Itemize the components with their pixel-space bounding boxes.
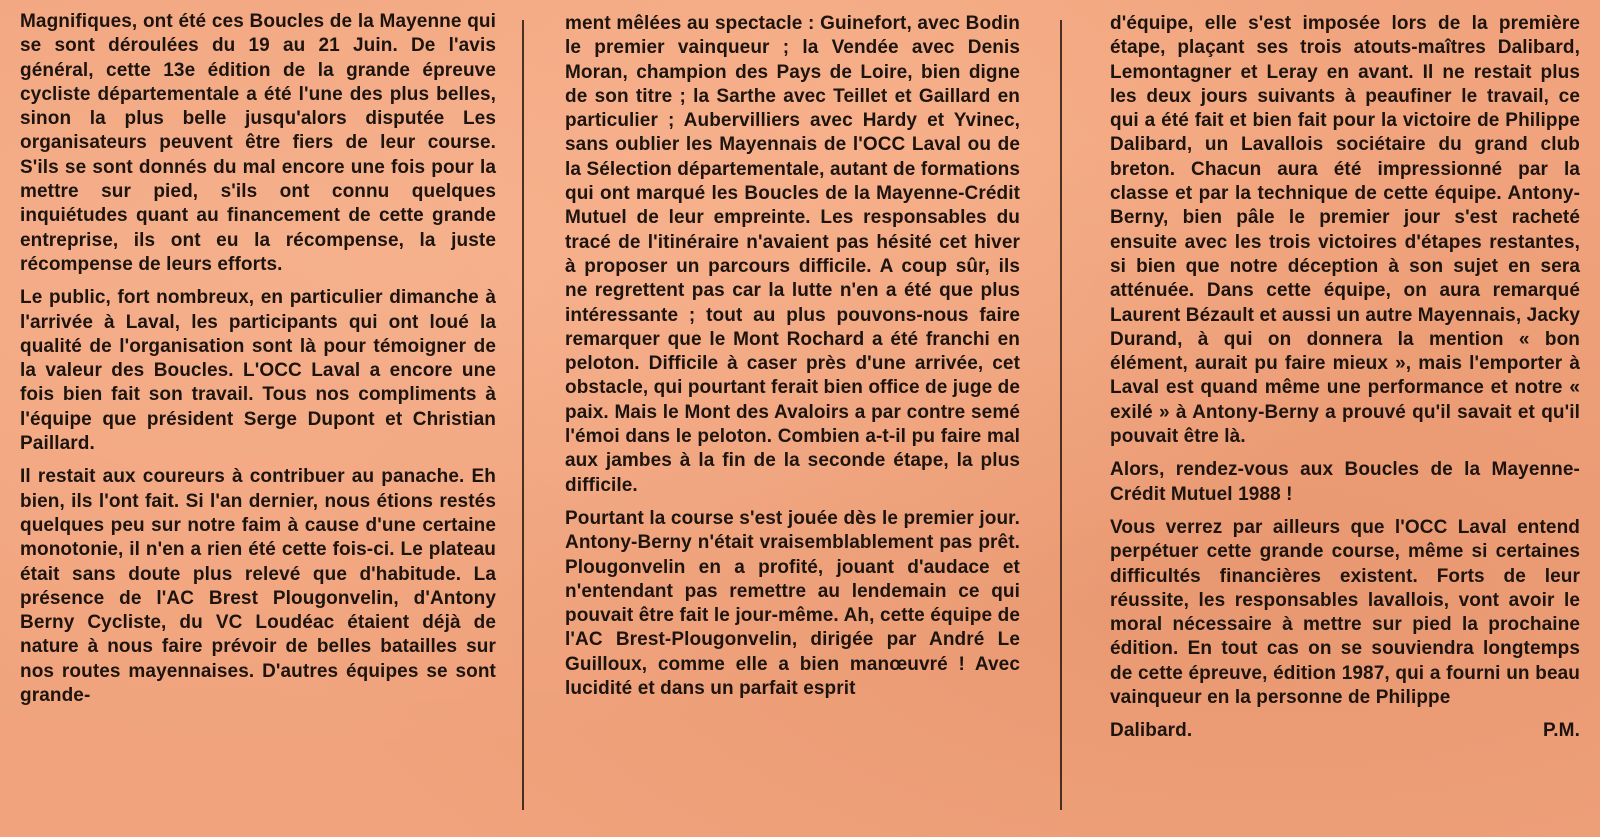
paragraph: ment mêlées au spectacle : Guinefort, avec Bodin le premier vainqueur ; la Vendée avec Denis Moran, champion des Pays de Loire, bien digne de son titre ; la Sarthe avec Teillet et Gaillard en particulier ; Aubervilliers avec Hardy et Yvinec, sans oublier les Mayennais de l'OCC Laval ou de la Sélection départementale, autant de formations qui ont marqué les Boucles de la Mayenne-Crédit Mutuel de leur empreinte. Les responsables du tracé de l'itinéraire n'avaient pas hésité cet hiver à proposer un parcours difficile. A coup sûr, ils ne regrettent pas car la lutte n'en a été que plus intéressante ; tout au plus pouvons-nous faire remarquer que le Mont Rochard a été franchi en peloton. Difficile à caser près d'une arrivée, cet obstacle, qui pourtant ferait bien office de juge de paix. Mais le Mont des Avaloirs a par contre semé l'émoi dans le peloton. Combien a-t-il pu faire mal aux jambes à la fin de la seconde étape, la plus difficile.: [565, 13, 1020, 496]
paragraph: d'équipe, elle s'est imposée lors de la première étape, plaçant ses trois atouts-maîtres Dalibard, Lemontagner et Leray en avant. Il ne restait plus les deux jours suivants à peaufiner le travail, ce qui a été fait et bien fait pour la victoire de Philippe Dalibard, un Lavallois sociétaire du grand club breton. Chacun aura été impressionné par la classe et par la technique de cette équipe. Antony-Berny, bien pâle le premier jour s'est racheté ensuite avec les trois victoires d'étapes restantes, si bien que notre déception à son sujet en sera atténuée. Dans cette équipe, on aura remarqué Laurent Bézault et aussi un autre Mayennais, Jacky Durand, à qui on donnera la mention « bon élément, aurait pu faire mieux », mais l'emporter à Laval est quand même une performance et notre « exilé » à Antony-Berny a prouvé qu'il savait et qu'il pouvait être là.: [1110, 13, 1580, 448]
paragraph: Alors, rendez-vous aux Boucles de la Mayenne-Crédit Mutuel 1988 !: [1110, 459, 1580, 505]
column-divider: [522, 20, 524, 810]
paragraph: Il restait aux coureurs à contribuer au panache. Eh bien, ils l'ont fait. Si l'an dernier, nous étions restés quelques peu sur notre faim à cause d'une certaine monotonie, il n'en a rien été cette fois-ci. Le plateau était sans doute plus relevé que d'habitude. La présence de l'AC Brest Plougonvelin, d'Antony Berny Cycliste, du VC Loudéac étaient déjà de nature à nous faire prévoir de belles batailles sur nos routes mayennaises. D'autres équipes se sont grande-: [20, 466, 496, 707]
article-column-3: [1110, 12, 1580, 744]
column-divider: [1060, 20, 1062, 810]
paragraph: Magnifiques, ont été ces Boucles de la Mayenne qui se sont déroulées du 19 au 21 Juin. De l'avis général, cette 13e édition de la grande épreuve cycliste départementale a été l'une des plus belles, sinon la plus belle jusqu'alors disputée Les organisateurs peuvent être fiers de leur course. S'ils se sont donnés du mal encore une fois pour la mettre sur pied, s'ils ont connu quelques inquiétudes quant au financement de cette grande entreprise, ils ont eu la récompense, la juste récompense de leurs efforts.: [20, 11, 496, 275]
paragraph: Vous verrez par ailleurs que l'OCC Laval entend perpétuer cette grande course, même si certaines difficultés financières existent. Forts de leur réussite, les responsables lavallois, vont avoir le moral nécessaire à mettre sur pied la prochaine édition. En tout cas on se souviendra longtemps de cette épreuve, édition 1987, qui a fourni un beau vainqueur en la personne de Philippe: [1110, 516, 1580, 709]
paragraph: Le public, fort nombreux, en particulier dimanche à l'arrivée à Laval, les participants qui ont loué la qualité de l'organisation sont là pour témoigner de la valeur des Boucles. L'OCC Laval a encore une fois bien fait son travail. Tous nos compliments à l'équipe que président Serge Dupont et Christian Paillard.: [20, 287, 496, 455]
article-column-1: [20, 10, 496, 708]
author-signature: P.M.: [1542, 720, 1580, 742]
article-column-2: [565, 12, 1020, 701]
closing-line: [1110, 719, 1580, 743]
paragraph: Pourtant la course s'est jouée dès le premier jour. Antony-Berny n'était vraisemblablement pas prêt. Plougonvelin en a profité, jouant d'audace et n'entendant pas remettre au lendemain ce qui pouvait être fait le jour-même. Ah, cette équipe de l'AC Brest-Plougonvelin, dirigée par André Le Guilloux, comme elle a bien manœuvré ! Avec lucidité et dans un parfait esprit: [565, 507, 1020, 700]
closing-word: Dalibard.: [1110, 720, 1193, 742]
